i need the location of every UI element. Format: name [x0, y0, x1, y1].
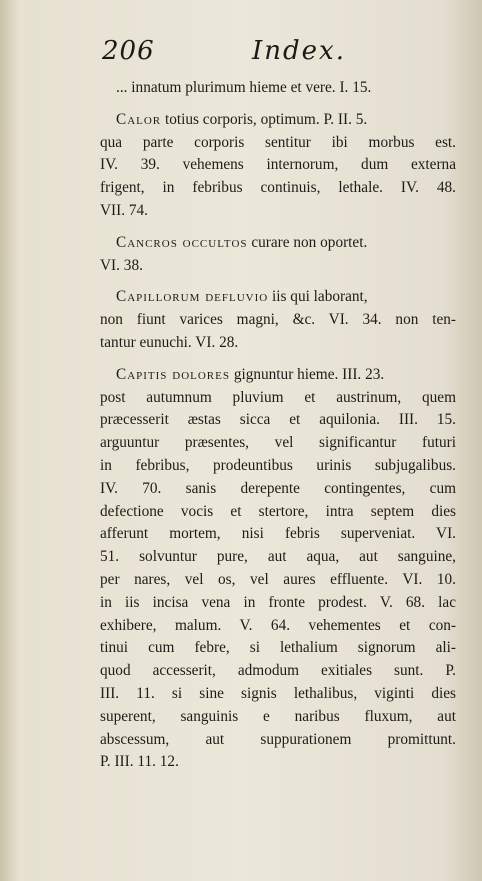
index-line: afferunt mortem, nisi febris superveniat. VI. [100, 525, 456, 543]
running-title: Index. [252, 36, 346, 66]
index-line: abscessum, aut suppurationem promittunt. [100, 730, 456, 748]
index-line: post autumnum pluvium et austrinum, quem [100, 388, 456, 406]
index-line: qua parte corporis sentitur ibi morbus est. [100, 133, 456, 151]
entry-text: gignuntur hieme. III. 23. [233, 365, 385, 383]
index-line: III. 11. si sine signis lethalibus, viginti dies [100, 684, 456, 702]
index-line: IV. 39. vehemens internorum, dum externa [100, 156, 456, 174]
index-line: tinui cum febre, si lethalium signorum ali- [100, 639, 456, 657]
index-line: præcesserit æstas sicca et aquilonia. III. 15. [100, 411, 456, 429]
index-line: IV. 70. sanis derepente contingentes, cum [100, 479, 456, 497]
entry-text: iis qui laborant, [272, 288, 368, 306]
page-number: 206 [102, 36, 155, 66]
index-text [100, 77, 456, 774]
index-line [100, 364, 456, 387]
index-line: in iis incisa vena in fronte prodest. V. 68. lac [100, 593, 456, 611]
entry-text: curare non oportet. [251, 233, 368, 251]
index-line: VI. 38. [100, 256, 143, 274]
index-line: superent, sanguinis e naribus fluxum, aut [100, 707, 456, 725]
entry-heading: Cancros occultos [116, 233, 248, 251]
index-line: P. III. 11. 12. [100, 753, 179, 771]
index-line: ... innatum plurimum hieme et vere. I. 15. [116, 79, 372, 96]
index-line: quod accesserit, admodum exitiales sunt. P. [100, 662, 456, 680]
index-line: tantur eunuchi. VI. 28. [100, 333, 239, 351]
index-line: defectione vocis et stertore, intra septem dies [100, 502, 456, 520]
entry-heading: Capillorum defluvio [116, 288, 269, 306]
index-line: arguuntur præsentes, vel significantur futuri [100, 434, 456, 452]
index-line: non fiunt varices magni, &c. VI. 34. non ten- [100, 311, 456, 329]
index-line [100, 232, 456, 255]
index-line [100, 286, 456, 309]
index-line [100, 109, 456, 132]
index-line: exhibere, malum. V. 64. vehementes et con- [100, 616, 456, 634]
entry-heading: Capitis dolores [116, 365, 230, 383]
entry-text: totius corporis, optimum. P. II. 5. [164, 110, 368, 128]
index-line: VII. 74. [100, 201, 149, 219]
index-line: 51. solvuntur pure, aut aqua, aut sanguine, [100, 548, 456, 566]
index-line: frigent, in febribus continuis, lethale. IV. 48. [100, 179, 456, 197]
index-line: per nares, vel os, vel aures effluente. VI. 10. [100, 570, 456, 588]
entry-heading: Calor [116, 110, 162, 128]
index-line: in febribus, prodeuntibus urinis subjugalibus. [100, 456, 456, 474]
page-header [102, 36, 362, 76]
